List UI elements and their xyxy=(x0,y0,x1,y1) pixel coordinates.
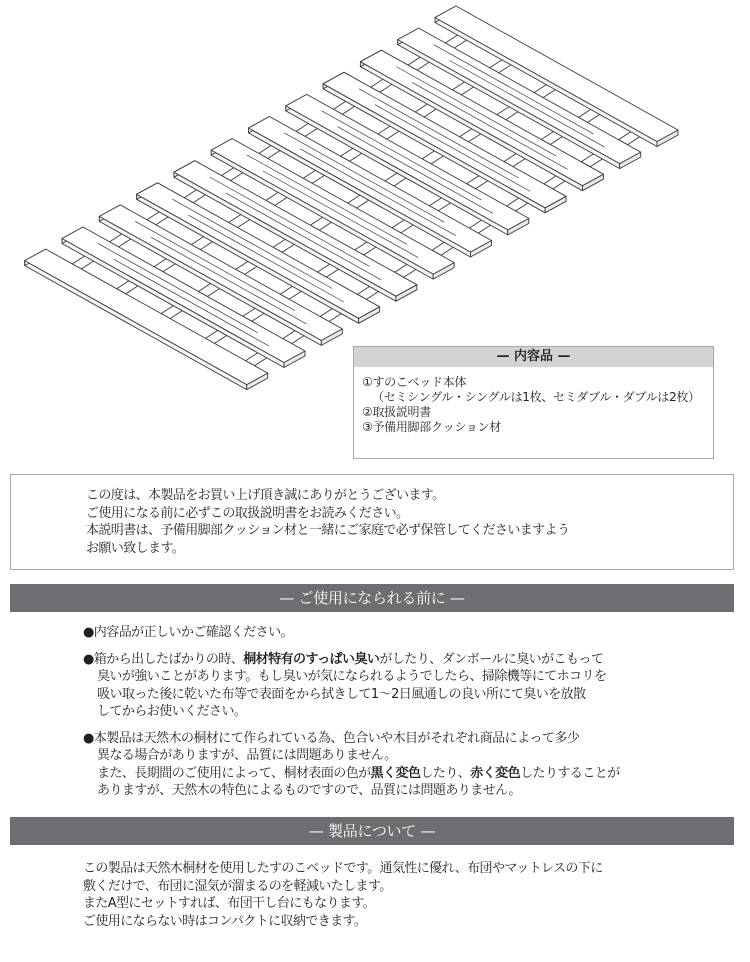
contents-list xyxy=(354,367,713,435)
note-emphasis: 桐材特有のすっぱい臭い xyxy=(243,651,380,667)
contents-item-cushion: ③予備用脚部クッション材 xyxy=(362,420,501,434)
intro-line: この度は、本製品をお買い上げ頂き誠にありがとうございます。 xyxy=(86,488,445,503)
product-line: またA型にセットすれば、布団干し台にもなります。 xyxy=(83,896,376,911)
note-text: また、長期間のご使用によって、桐材表面の色が xyxy=(97,765,371,781)
note-text: 箱から出したばかりの時、 xyxy=(93,651,244,667)
intro-box xyxy=(10,474,734,570)
note-text: ありますが、天然木の特色によるものですので、品質には問題ありません。 xyxy=(97,783,521,798)
intro-line: お願い致します。 xyxy=(86,540,185,556)
contents-title: — 内容品 — xyxy=(354,347,713,367)
note-check-contents xyxy=(83,624,620,642)
bullet-icon: ● xyxy=(83,651,94,667)
intro-line: 本説明書は、予備用脚部クッション材と一緒にご家庭で必ず保管してくださいますよう xyxy=(86,523,570,538)
note-text: がしたり、ダンボールに臭いがこもって xyxy=(379,651,604,667)
intro-line: ご使用になる前に必ずこの取扱説明書をお読みください。 xyxy=(86,505,409,521)
section-header-about-product: — 製品について — xyxy=(10,817,734,845)
note-text: 本製品は天然木の桐材にて作られている為、色合いや木目がそれぞれ商品によって多少 xyxy=(93,730,580,746)
product-line: この製品は天然木桐材を使用したすのこベッドです。通気性に優れ、布団やマットレスの下に xyxy=(83,861,603,876)
contents-item-bed-note: （セミシングル・シングルは1枚、セミダブル・ダブルは2枚） xyxy=(372,390,700,404)
before-use-notes xyxy=(83,624,620,800)
note-text: 内容品が正しいかご確認ください。 xyxy=(93,625,293,640)
bullet-icon: ● xyxy=(83,625,94,640)
note-odor xyxy=(83,651,620,721)
note-text: 臭いが強いことがあります。もし臭いが気になられるようでしたら、掃除機等にてホコリを xyxy=(97,669,607,684)
about-product-text xyxy=(83,860,603,930)
note-text: 吸い取った後に乾いた布等で表面をから拭きして1〜2日風通しの良い所にて臭いを放散 xyxy=(97,686,586,702)
note-color-variation xyxy=(83,730,620,800)
bullet-icon: ● xyxy=(83,730,94,746)
intro-text xyxy=(86,487,569,557)
product-line: ご使用にならない時はコンパクトに収納できます。 xyxy=(83,913,367,929)
note-text: したりすることが xyxy=(520,765,620,781)
product-line: 敷くだけで、布団に湿気が溜まるのを軽減いたします。 xyxy=(83,878,392,894)
contents-box xyxy=(353,346,714,459)
note-text: したり、 xyxy=(420,765,471,781)
section-header-before-use: — ご使用になられる前に — xyxy=(10,584,734,612)
contents-item-bed: ①すのこベッド本体 xyxy=(362,375,467,389)
note-text: 異なる場合がありますが、品質には問題ありません。 xyxy=(97,748,397,763)
sunoko-bed-illustration xyxy=(0,0,750,400)
note-emphasis: 黒く変色 xyxy=(370,765,421,781)
contents-item-manual: ②取扱説明書 xyxy=(362,405,431,419)
note-text: してからお使いください。 xyxy=(97,704,247,719)
note-emphasis: 赤く変色 xyxy=(470,765,521,781)
